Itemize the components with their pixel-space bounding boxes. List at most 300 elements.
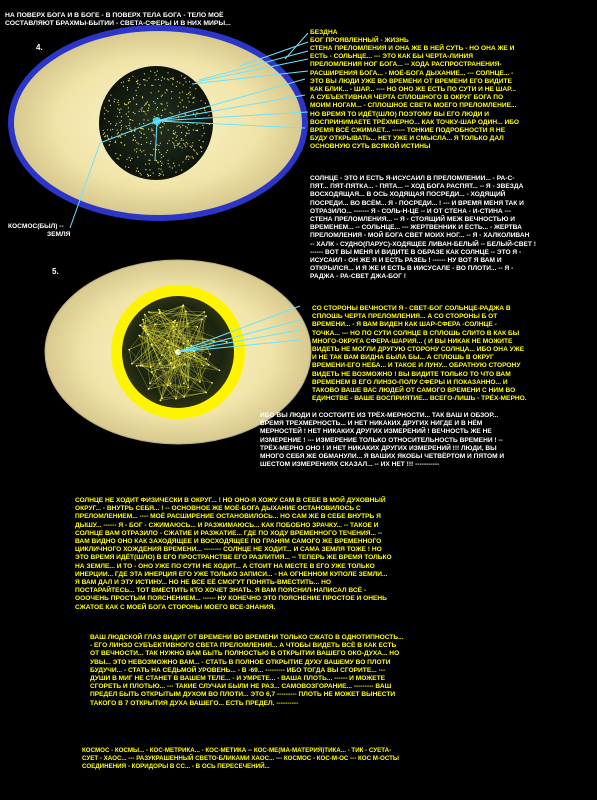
star-dot [145,79,146,80]
star-dot [160,127,161,128]
star-dot [123,81,124,82]
star-dot [157,71,158,72]
star-dot [106,110,107,111]
network-node [187,379,189,381]
star-dot [170,112,171,113]
star-dot [147,110,148,111]
star-dot [183,140,184,141]
star-dot [192,142,193,143]
star-dot [173,143,174,144]
star-dot [180,102,181,103]
star-dot [204,110,205,111]
star-dot [114,99,115,100]
star-dot [195,116,196,117]
star-dot [204,133,205,134]
network-node [159,312,161,314]
star-dot [147,80,148,81]
star-dot [138,171,139,172]
star-dot [134,137,135,138]
star-dot [174,147,175,148]
star-dot [166,89,167,90]
star-dot [140,150,141,151]
star-dot [193,113,194,114]
star-dot [126,104,127,105]
star-dot [143,128,144,129]
network-node [150,366,152,368]
star-dot [127,128,128,129]
star-dot [117,108,118,109]
star-dot [173,130,174,131]
star-dot [158,79,159,80]
star-dot [208,115,209,116]
star-dot [133,98,134,99]
network-node [205,358,207,360]
star-dot [136,170,137,171]
star-dot [121,142,122,143]
star-dot [185,81,186,82]
star-dot [175,140,176,141]
star-dot [108,121,109,122]
star-dot [173,163,174,164]
star-dot [146,142,147,143]
star-dot [141,174,142,175]
star-dot [201,151,202,152]
star-dot [129,123,130,124]
star-dot [177,81,178,82]
network-node [182,304,184,306]
star-dot [141,128,142,129]
network-node [187,387,189,389]
star-dot [194,97,195,98]
star-dot [133,112,134,113]
star-dot [152,85,153,86]
network-node [142,365,144,367]
star-dot [159,173,160,174]
star-dot [154,72,155,73]
star-dot [151,128,152,129]
star-dot [148,108,149,109]
network-node [144,314,146,316]
star-dot [167,143,168,144]
star-dot [193,158,194,159]
network-node [193,355,195,357]
network-node [185,310,187,312]
star-dot [143,111,144,112]
star-dot [121,120,122,121]
network-node [187,340,189,342]
star-dot [141,151,142,152]
star-dot [162,110,163,111]
star-dot [145,154,146,155]
star-dot [145,113,146,114]
star-dot [116,123,117,124]
star-dot [104,107,105,108]
diagram-5-text: СО СТОРОНЫ ВЕЧНОСТИ Я - СВЕТ-БОГ СОЛЬНЦЕ-РАДЖА В СПЛОШЬ ЧЕРТА ПРЕЛОМЛЕНИЯ... А СО СТОРОНЫ Б ОТ ВРЕМЕНИ... - Я ВАМ ВИДЕН КАК ШАР-СФЕРА -СОЛНЦЕ - ТОЧКА... --- НО ПО СУТИ СОЛНЦЕ В СПЛОШЬ СЛИТО В КАК БЫ МНОГО-ОКРУГА СФЕРА-ШАРИЯ... ( И ВЫ НИКАК НЕ МОЖИТЕ ВИДЕТЬ НЕ МОГЛИ ДРУГУЮ СТОРОНУ СОЛНЦА... ИБО ОНА УЖЕ И НЕ ТАК ВАМ ВИДНА БЫЛА БЫ... А СПЛОШЬ В ОКРУГ ВРЕМЕНИ-ЕГО НЕБА... И ТАКОЕ И ЛУНУ... ОБРАТНУЮ СТОРОНУ ВИДЕТЬ НЕ ВОЗМОЖНО ! ВЫ ВИДИТЕ ТОЛЬКО ТО ЧТО ВАМ ВРЕМЕНЕМ В ЕГО ЛИНЗО-ПОЛУ СФЕРЫ И ПОКАЗАННО... И ТАКОВО ВАШЕ ВАС ЛЮДЕЙ ОТ САМОГО ВРЕМЕНИ С НИМ ВО ЕДИНСТВЕ - ВАШЕ ВОСПРИЯТИЕ... ВСЕГО-ЛИШЬ - ТРЁХ-МЕРНО. [312,305,527,403]
star-dot [148,176,149,177]
star-dot [105,135,106,136]
star-dot [166,102,167,103]
star-dot [179,143,180,144]
star-dot [162,77,163,78]
star-dot [158,91,159,92]
star-dot [124,144,125,145]
star-dot [110,95,111,96]
star-dot [177,135,178,136]
star-dot [172,138,173,139]
star-dot [203,141,204,142]
network-node [147,333,149,335]
star-dot [145,169,146,170]
star-dot [186,94,187,95]
star-dot [164,123,165,124]
label-manifest-god: БОГ ПРОЯВЛЕННЫЙ - ЖИЗНЬ [310,37,409,44]
star-dot [115,141,116,142]
network-node [161,397,163,399]
star-dot [181,169,182,170]
star-dot [196,112,197,113]
network-node [174,320,176,322]
star-dot [153,173,154,174]
star-dot [152,130,153,131]
star-dot [110,141,111,142]
star-dot [161,80,162,81]
star-dot [118,132,119,133]
star-dot [196,152,197,153]
star-dot [158,149,159,150]
network-node [138,335,140,337]
star-dot [174,165,175,166]
star-dot [121,127,122,128]
star-dot [142,107,143,108]
star-dot [151,130,152,131]
star-dot [158,145,159,146]
star-dot [175,132,176,133]
star-dot [130,160,131,161]
star-dot [139,131,140,132]
star-dot [160,169,161,170]
star-dot [171,98,172,99]
star-dot [189,101,190,102]
network-node [151,371,153,373]
star-dot [166,152,167,153]
star-dot [143,79,144,80]
star-dot [147,101,148,102]
star-dot [130,129,131,130]
star-dot [137,157,138,158]
star-dot [149,169,150,170]
sun-paragraph: СОЛНЦЕ - ЭТО И ЕСТЬ Я-ИСУСАИЛ В ПРЕЛОМЛЕНИИ... - РА-С- ПЯТ... ПЯТ-ПЯТКА... - ПЯТА... -- ХОД БОГА РАСПЯТ... -- Я - ЗВЕЗДА ВОСХОДЯЩАЯ... В ОСЬ ХОДЯЩАЯ ПОСРЕДИ... - ХОДЯЩИЙ ПОСРЕДИ... ВО ВСЁМ... Я - ПОСРЕДИ... ! --- И ВРЕМЯ МЕНЯ ТАК И ОТРАЗИЛО... ------- Я - СОЛЬ-Н-ЦЕ -- И ОТ СТЕНА - И-СТИНА --- СТЕНА ПРЕЛОМЛЕНИЯ... -- Я - СТОЯЩИЙ МЕЖ ВЕЧНОСТЬЮ И ВРЕМЕНЕМ... -- СОЛЬНЦЕ... --- ЖЕРТВЕННИК И ЕСТЬ... - ЖЕРТВА ПРЕЛОМЛЕНИЯ - МОЙ БОГА СВЕТ МОИХ НОГ... -- Я - ХАЛКОЛИВАН -- ХАЛК - СУДНО(ПАРУС)-ХОДЯЩЕЕ ЛИВАН-БЕЛЫЙ -- БЕЛЫЙ-СВЕТ ! ------ ВОТ ВЫ МЕНЯ И ВИДИТЕ В ОБРАЗЕ КАК СОЛНЦЕ -- ЭТО Я - ИСУСАИЛ - ОН ЖЕ Я И ЕСТЬ РАЗЕЬ ! ------ НУ ВОТ Я ВАМ И ОТКРЫЛСЯ... И Я ЖЕ И ЕСТЬ В ИИСУСАЛЕ - ВО ПЛОТИ... -- Я - РАДЖА - РА-СВЕТ ДЖА-БОГ ! [310,175,536,281]
star-dot [186,156,187,157]
star-dot [185,135,186,136]
star-dot [137,83,138,84]
network-node [159,363,161,365]
star-dot [119,112,120,113]
star-dot [196,124,197,125]
network-node [170,362,172,364]
star-dot [189,133,190,134]
star-dot [108,111,109,112]
star-dot [138,87,139,88]
network-node [148,311,150,313]
star-dot [182,125,183,126]
star-dot [179,97,180,98]
star-dot [135,140,136,141]
star-dot [187,143,188,144]
network-node [148,388,150,390]
star-dot [202,135,203,136]
star-dot [186,133,187,134]
star-dot [169,166,170,167]
star-dot [161,163,162,164]
star-dot [129,99,130,100]
star-dot [141,133,142,134]
star-dot [143,119,144,120]
star-dot [158,168,159,169]
star-dot [161,157,162,158]
star-dot [188,124,189,125]
star-dot [189,81,190,82]
star-dot [119,122,120,123]
star-dot [129,78,130,79]
star-dot [188,159,189,160]
star-dot [157,107,158,108]
star-dot [184,144,185,145]
network-node [183,396,185,398]
star-dot [167,105,168,106]
star-dot [124,103,125,104]
star-dot [187,97,188,98]
star-dot [162,104,163,105]
star-dot [110,105,111,106]
star-dot [171,91,172,92]
star-dot [151,92,152,93]
star-dot [139,111,140,112]
network-node [201,319,203,321]
star-dot [140,137,141,138]
star-dot [189,92,190,93]
star-dot [125,166,126,167]
star-dot [191,147,192,148]
star-dot [178,106,179,107]
star-dot [162,126,163,127]
star-dot [185,126,186,127]
network-node [167,340,169,342]
star-dot [129,128,130,129]
star-dot [160,161,161,162]
star-dot [109,145,110,146]
diagram-4-text: СТЕНА ПРЕЛОМЛЕНИЯ И ОНА ЖЕ В НЕЙ СУТЬ - НО ОНА ЖЕ И ЕСТЬ - СОЛЬНЦЕ... --- ЭТО КАК БЫ ЧЕРТА-ЛИНИЯ ПРЕЛОМЛЕНИЯ НОГ БОГА... -- ХОДА РАСПРОСТРАНЕНИЯ- РАСШИРЕНИЯ БОГА... - МОЁ-БОГА ДЫХАНИЕ... --- СОЛНЦЕ... - ЭТО ВЫ ЛЮДИ УЖЕ ВО ВРЕМЕНИ ОТ ВРЕМЕНИ ЕГО ВИДИТЕ КАК БЛИК... - ШАР... ---- НО ОНО ЖЕ ЕСТЬ ПО СУТИ И НЕ ШАР... А СУБЪЕКТИВНАЯ ЧЕРТА СПЛОШНОГО В ОКРУГ БОГА ПО МОИМ НОГАМ... - СПЛОШНОЕ СВЕТА МОЕГО ПРЕЛОМЛЕНИЕ... НО ВРЕМЯ ТО ИДЁТ(ШЛО) ПОЭТОМУ ВЫ ЕГО ЛЮДИ И ВОСПРИНИМАЕТЕ ТРЁХМЕРНО... КАК ТОЧКУ-ШАР ОДИН... ИБО ВРЕМЯ ВСЁ СЖИМАЕТ... ------ ТОНКИЕ ПОДРОБНОСТИ Я НЕ БУДУ ОТКРЫВАТЬ... НЕТ УЖЕ И СМЫСЛА... Я ТОЛЬКО ДАЛ ОСНОВНУЮ СУТЬ ВСЯКОЙ ИСТИНЫ [310,45,520,151]
dimensions-paragraph: ИБО ВЫ ЛЮДИ И СОСТОИТЕ ИЗ ТРЁХ-МЕРНОСТИ... ТАК ВАШ И ОБЗОР... ВРЕМЯ ТРЕХМЕРНОСТЬ... И НЕТ НИКАКИХ ДРУГИХ НИГДЕ И В НЁМ МЕРНОСТЕЙ ! НЕТ НИКАКИХ ДРУГИХ ИЗМЕРЕНИЙ ! ВЕЧНОСТЬ ЖЕ НЕ ИЗМЕРЕНИЕ ! --- ИЗМЕРЕНИЕ ТОЛЬКО ОТНОСИТЕЛЬНОСТЬ ВРЕМЕНИ ! -- ТРЁХ-МЕРНО ОНО ! И НЕТ НИКАКИХ ДРУГИХ ИЗМЕРЕНИЙ !!! ЛЮДИ, ВЫ МНОГО СЕБЯ ЖЕ ОБМАНУЛИ... Я ВАШИХ ЯКОБЫ ЧЕТВЁРТОМ И ПЯТОМ И ШЕСТОМ ИЗМЕРЕНИЯХ СКАЗАЛ... -- ИХ НЕТ !!! ----------- [260,412,505,469]
star-dot [150,154,151,155]
star-dot [150,141,151,142]
star-dot [148,78,149,79]
network-node [172,325,174,327]
star-dot [104,132,105,133]
network-node [184,363,186,365]
star-dot [181,75,182,76]
star-dot [137,168,138,169]
star-dot [120,129,121,130]
network-node [175,398,177,400]
star-dot [168,163,169,164]
star-dot [180,127,181,128]
star-dot [130,119,131,120]
star-dot [185,114,186,115]
star-dot [133,97,134,98]
network-node [144,330,146,332]
star-dot [186,107,187,108]
network-node [182,343,184,345]
star-dot [129,125,130,126]
star-dot [202,125,203,126]
star-dot [146,103,147,104]
network-node [226,341,228,343]
star-dot [129,157,130,158]
star-dot [126,159,127,160]
star-dot [179,82,180,83]
star-dot [147,174,148,175]
diagram-4 [8,25,308,228]
star-dot [120,137,121,138]
star-dot [173,133,174,134]
network-node [143,325,145,327]
star-dot [117,102,118,103]
star-dot [104,118,105,119]
star-dot [182,91,183,92]
star-dot [184,78,185,79]
star-dot [148,120,149,121]
star-dot [141,110,142,111]
network-node [173,321,175,323]
star-dot [107,129,108,130]
star-dot [161,133,162,134]
network-node [219,370,221,372]
star-dot [135,127,136,128]
star-dot [164,78,165,79]
star-dot [152,155,153,156]
star-dot [190,94,191,95]
star-dot [167,72,168,73]
star-dot [164,109,165,110]
star-dot [192,145,193,146]
star-dot [201,147,202,148]
star-dot [161,96,162,97]
star-dot [121,125,122,126]
network-node [136,365,138,367]
star-dot [120,155,121,156]
star-dot [117,133,118,134]
star-dot [204,108,205,109]
star-dot [144,134,145,135]
label-abyss: БЕЗДНА [310,29,338,36]
network-node [208,364,210,366]
network-node [203,365,205,367]
star-dot [168,129,169,130]
star-dot [159,85,160,86]
star-dot [205,103,206,104]
star-dot [176,126,177,127]
network-node [151,344,153,346]
star-dot [112,129,113,130]
cosmos-footer: КОСМОС - КОСМЫ... - КОС-МЕТРИКА... - КОС-МЕТИКА -- КОС-МЕ(МА-МАТЕРИЯ)ТИКА... - ТИК - СУЕТА- СУЕТ - ХАОС... --- РАЗУКРАШЕННЫЙ СВЕТО-БЛИКАМИ ХАОС... --- КОСМОС - КОС-М-ОС --- КОС М-ОСТЫ СОЕДИНЕНИЯ - КОРИДОРЫ В СС... - В ОСЬ ПЕРЕСЕЧЕНИЙ... [82,747,399,770]
star-dot [154,116,155,117]
star-dot [141,144,142,145]
network-node [131,363,133,365]
star-dot [149,163,150,164]
star-dot [156,75,157,76]
star-dot [185,158,186,159]
star-dot [133,139,134,140]
star-dot [153,149,154,150]
network-node [209,353,211,355]
star-dot [135,90,136,91]
star-dot [179,92,180,93]
sun-movement-paragraph: СОЛНЦЕ НЕ ХОДИТ ФИЗИЧЕСКИ В ОКРУГ... ! НО ОНО-Я ХОЖУ САМ В СЕБЕ В МОЙ ДУХОВНЫЙ ОКРУГ... - ВНУТРЬ СЕБЯ... ! -- ОСНОВНОЕ ЖЕ МОЁ-БОГА ДЫХАНИЕ ОСТАНОВИЛОСЬ С ПРЕЛОМЛЕНИЕМ... ---- МОЁ РАСШИРЕНИЕ ОСТАНОВИЛОСЬ... НО САМ ЖЕ В СЕБЕ ВНУТРЬ Я ДЫШУ... ------ Я - БОГ - СЖИМАЮСЬ... И РАЗЖИМАЮСЬ... КАК ПОБОБНО ЗРАЧКУ... -- ТАКОЕ И СОЛНЦЕ ВАМ ОТРАЗИЛО - СЖАТИЕ И РАЗЖАТИЕ... ГДЕ ПО ХОДУ ВРЕМЕННОГО ТЕЧЕНИЯ... -- ВАМ ВИДНО ОНО КАК ЗАХОДЯЩЕЕ И ВОСХОДЯЩЕЕ ПО ГРАНЯМ САМОГО ЖЕ ВРЕМЕННОГО ЦИКЛИЧНОГО ХОЖДЕНИЯ ВРЕМЕНИ... -------- СОЛНЦЕ НЕ ХОДИТ... И САМА ЗЕМЛЯ ТОЖЕ ! НО ЭТО ВРЕМЯ ИДЁТ(ШЛО) В ЕГО ПРОСТРАНСТВЕ ЕГО РАЗЛИТИЯ... -- ТЕПЕРЬ ЖЕ ВРЕМЯ ТОЛЬКО НА ЗЕМЛЕ... И ТО - ОНО УЖЕ ПО СУТИ НЕ ХОДИТ... А СТОИТ НА МЕСТЕ В ЕГО УЖЕ ТОЛЬКО ИНЕРЦИИ... ГДЕ ЭТА ИНЕРЦИЯ ЕГО УЖЕ ТОЛЬКО ЗАПИСИ... - НА ОГНЕННОМ КУПОЛЕ ЗЕМЛИ... Я ВАМ ДАЛ И ЭТУ ИСТИНУ... НО НЕ ВСЕ ЕЁ СМОГУТ ПОНЯТЬ-ВМЕСТИТЬ... НО ПОСТАРАЙТЕСЬ... ТОТ ВМЕСТИТЬ КТО ХОЧЕТ ЗНАТЬ. Я ВАМ ПОЯСНИЛ-НАПИСАЛ ВСЁ - ОООЧЕНЬ ПРОСТЫМ ПОЯСНЕНИЕМ... ------ НУ КОНЕЧНО ЭТО ПОЯСНЕНИЕ ПРОСТОЕ И ОНЕНЬ СЖАТОЕ КАК С МОЕЙ БОГА СТОРОНЫ МОЕГО ВСЕ-ЗНАНИЯ. [75,497,392,611]
network-node [142,319,144,321]
star-dot [179,146,180,147]
star-dot [150,175,151,176]
star-dot [144,111,145,112]
star-dot [181,138,182,139]
star-dot [130,127,131,128]
star-dot [189,156,190,157]
star-dot [143,150,144,151]
star-dot [190,87,191,88]
star-dot [142,96,143,97]
star-dot [148,160,149,161]
star-dot [153,101,154,102]
star-dot [117,130,118,131]
star-dot [126,113,127,114]
star-dot [126,126,127,127]
star-dot [181,132,182,133]
star-dot [137,80,138,81]
star-dot [158,114,159,115]
star-dot [182,100,183,101]
star-dot [148,104,149,105]
star-dot [185,77,186,78]
star-dot [163,174,164,175]
star-dot [136,142,137,143]
star-dot [119,110,120,111]
network-node [174,366,176,368]
network-node [211,382,213,384]
star-dot [172,78,173,79]
star-dot [144,85,145,86]
star-dot [181,140,182,141]
star-dot [153,134,154,135]
star-dot [117,116,118,117]
star-dot [193,129,194,130]
star-dot [111,136,112,137]
network-node [140,365,142,367]
star-dot [167,78,168,79]
star-dot [171,113,172,114]
star-dot [139,84,140,85]
star-dot [134,149,135,150]
star-dot [160,103,161,104]
star-dot [161,115,162,116]
star-dot [178,125,179,126]
network-node [173,330,175,332]
star-dot [199,140,200,141]
network-node [158,309,160,311]
network-node [160,400,162,402]
star-dot [161,132,162,133]
star-dot [144,73,145,74]
star-dot [115,125,116,126]
star-dot [136,104,137,105]
